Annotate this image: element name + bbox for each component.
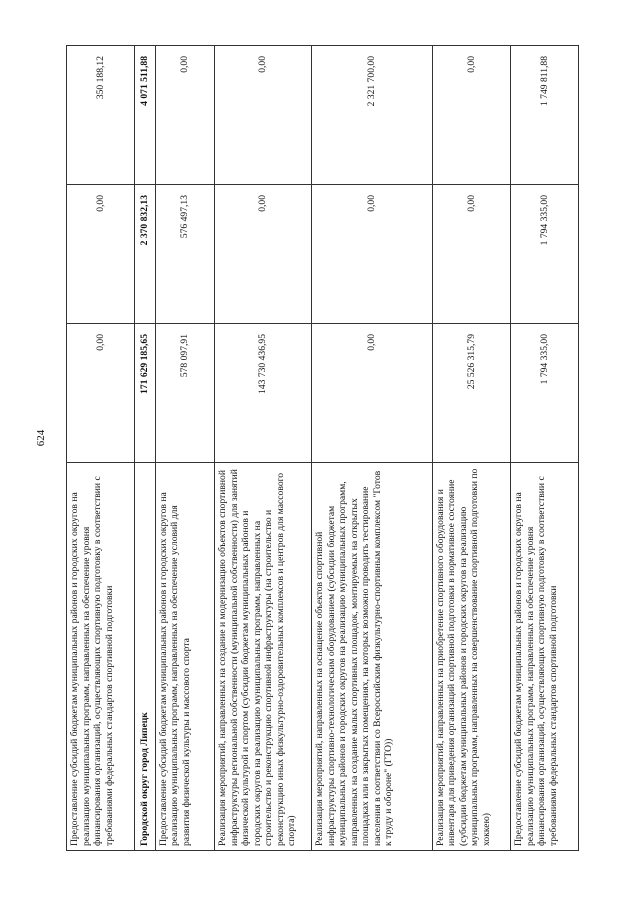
row-amount-col2: 0,00 — [67, 185, 135, 324]
table-row — [215, 46, 312, 851]
row-description: Предоставление субсидий бюджетам муниципальных районов и городских округов на реализацию муниципальных программ, направленных на обеспечение уровня финансирования организаций, осуществляющих спортивную подготовку в соответствии с требованиями федеральных стандартов спортивной подготовки — [511, 463, 579, 851]
row-amount-col2: 0,00 — [432, 185, 510, 324]
row-amount-col1: 578 097,91 — [155, 324, 214, 463]
row-amount-col1: 0,00 — [67, 324, 135, 463]
budget-table — [66, 45, 579, 851]
row-amount-col3: 0,00 — [155, 46, 214, 185]
row-amount-col1: 1 794 335,00 — [511, 324, 579, 463]
row-amount-col1: 143 730 436,95 — [215, 324, 312, 463]
page-number: 624 — [35, 429, 47, 447]
row-amount-col2: 0,00 — [312, 185, 433, 324]
row-amount-col2: 576 497,13 — [155, 185, 214, 324]
row-description: Реализация мероприятий, направленных на оснащение объектов спортивной инфраструктуры спортивно-технологическим оборудованием (субсидии бюджетам муниципальных районов и городских округов на реализацию муниципальных программ, направленных на создание малых спортивных площадок, монтируемых на открытых площадках или в закрытых помещениях, на которых возможно проводить тестирование населения в соответствии со Всероссийским физкультурно-спортивным комплексом "Готов к труду и обороне" (ГТО)) — [312, 463, 433, 851]
row-amount-col3: 0,00 — [215, 46, 312, 185]
table-row — [511, 46, 579, 851]
table-row — [155, 46, 214, 851]
row-amount-col3: 4 071 511,88 — [134, 46, 155, 185]
row-amount-col2: 0,00 — [215, 185, 312, 324]
row-description: Предоставление субсидий бюджетам муниципальных районов и городских округов на реализацию муниципальных программ, направленных на обеспечение условий для развития физической культуры и массового спорта — [155, 463, 214, 851]
row-amount-col3: 0,00 — [432, 46, 510, 185]
row-amount-col2: 1 794 335,00 — [511, 185, 579, 324]
row-description: Городской округ город Липецк — [134, 463, 155, 851]
row-amount-col1: 0,00 — [312, 324, 433, 463]
table-row — [312, 46, 433, 851]
row-amount-col3: 350 188,12 — [67, 46, 135, 185]
table-row — [67, 46, 135, 851]
row-amount-col3: 1 749 811,88 — [511, 46, 579, 185]
budget-table-sheet — [66, 46, 579, 851]
budget-table-body — [67, 46, 579, 851]
row-description: Реализация мероприятий, направленных на приобретение спортивного оборудования и инвентаря для приведения организаций спортивной подготовки в нормативное состояние (субсидии бюджетам муниципальных районов и городских округов на реализацию муниципальных программ, направленных на совершенствование спортивной подготовки по хоккею) — [432, 463, 510, 851]
row-description: Реализация мероприятий, направленных на создание и модернизацию объектов спортивной инфраструктуры региональной собственности (муниципальной собственности) для занятий физической культурой и спортом (субсидии бюджетам муниципальных районов и городских округов на реализацию муниципальных программ, направленных на строительство и реконструкцию спортивной инфраструктуры (на строительство и реконструкцию иных физкультурно-оздоровительных комплексов и центров для массового спорта) — [215, 463, 312, 851]
row-description: Предоставление субсидий бюджетам муниципальных районов и городских округов на реализацию муниципальных программ, направленных на обеспечение уровня финансирования организаций, осуществляющих спортивную подготовку в соответствии с требованиями федеральных стандартов спортивной подготовки — [67, 463, 135, 851]
row-amount-col1: 171 629 185,65 — [134, 324, 155, 463]
row-amount-col2: 2 370 832,13 — [134, 185, 155, 324]
table-row — [432, 46, 510, 851]
row-amount-col3: 2 321 700,00 — [312, 46, 433, 185]
table-row — [134, 46, 155, 851]
row-amount-col1: 25 526 315,79 — [432, 324, 510, 463]
